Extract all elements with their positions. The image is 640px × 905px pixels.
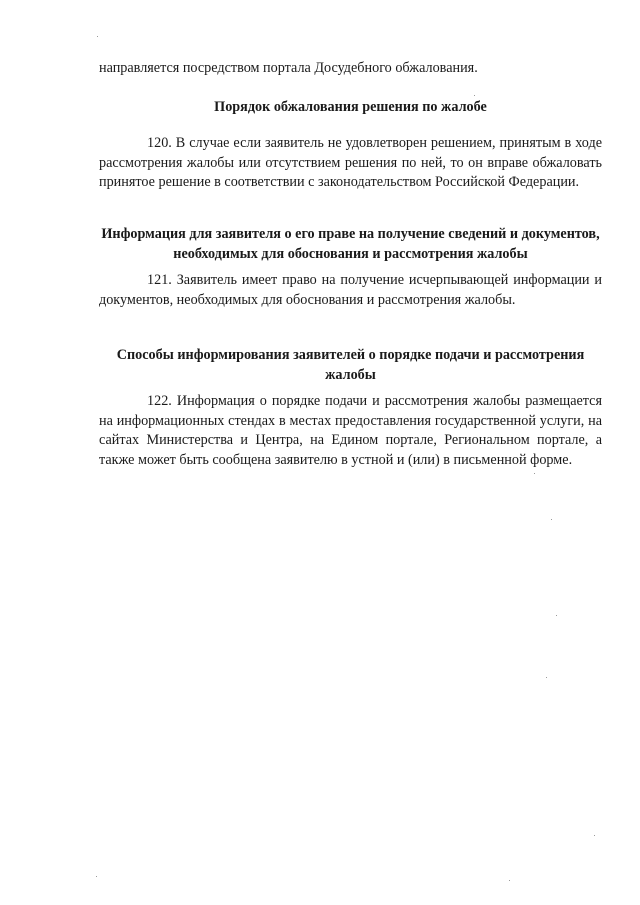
section-heading-appeal-procedure: Порядок обжалования решения по жалобе	[214, 99, 487, 115]
scan-speck	[594, 835, 595, 836]
scan-speck	[534, 473, 535, 474]
scan-speck	[97, 36, 98, 37]
paragraph-121: 121. Заявитель имеет право на получение исчерпывающей информации и документов, необходимых для обоснования и рассмотрения жалобы.	[99, 272, 602, 308]
scan-speck	[474, 95, 475, 96]
scan-speck	[551, 519, 552, 520]
scan-speck	[509, 880, 510, 881]
scan-speck	[546, 677, 547, 678]
paragraph-120: 120. В случае если заявитель не удовлетворен решением, принятым в ходе рассмотрения жалобы или отсутствием решения по ней, то он вправе обжаловать принятое решение в соответствии с законодательством Российской Федерации.	[99, 135, 602, 190]
scan-speck	[556, 615, 557, 616]
scan-speck	[96, 876, 97, 877]
paragraph-122: 122. Информация о порядке подачи и рассмотрения жалобы размещается на информационных стендах в местах предоставления государственной услуги, на сайтах Министерства и Центра, на Едином портале, Региональном портале, а также может быть сообщена заявителю в устной и (или) в письменной форме.	[99, 393, 602, 468]
section-heading-informing-methods: Способы информирования заявителей о порядке подачи и рассмотрения жалобы	[116, 347, 585, 383]
continuation-text: направляется посредством портала Досудебного обжалования.	[99, 60, 478, 76]
section-heading-applicant-information: Информация для заявителя о его праве на получение сведений и документов, необходимых для обоснования и рассмотрения жалобы	[101, 226, 600, 262]
